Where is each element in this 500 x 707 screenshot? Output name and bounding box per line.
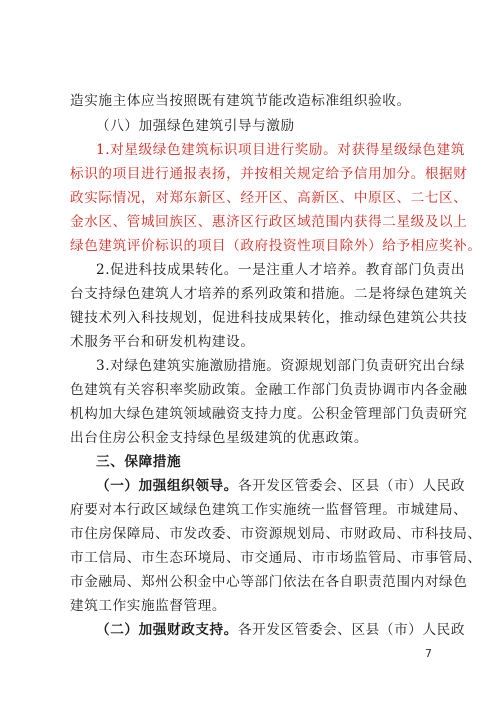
text-line-red: 1.对星级绿色建筑标识项目进行奖励。对获得星级绿色建筑 <box>96 142 466 158</box>
text-line: 机构加大绿色建筑领域融资支持力度。公积金管理部门负责研究 <box>70 406 468 422</box>
text-line: 术服务平台和研发机构建设。 <box>70 334 255 350</box>
lead-rest-text: 各开发区管委会、区县（市）人民政 <box>237 622 466 638</box>
text-line-red: 绿色建筑评价标识的项目（政府投资性项目除外）给予相应奖补。 <box>70 238 482 254</box>
subheading-8: （八）加强绿色建筑引导与激励 <box>96 118 295 134</box>
text-line: 府要对本行政区域绿色建筑工作实施统一监督管理。市城建局、 <box>70 502 468 518</box>
text-line: 造实施主体应当按照既有建筑节能改造标准组织验收。 <box>70 93 411 109</box>
text-line-red: 标识的项目进行通报表扬，并按相关规定给予信用加分。根据财 <box>70 166 468 182</box>
section-heading: 三、保障措施 <box>96 454 182 470</box>
text-line: 台支持绿色建筑人才培养的系列政策和措施。二是将绿色建筑关 <box>70 286 468 302</box>
text-line: 建筑工作实施监督管理。 <box>70 598 227 614</box>
text-line: 市住房保障局、市发改委、市资源规划局、市财政局、市科技局、 <box>70 526 482 542</box>
page-number: 7 <box>425 647 432 660</box>
text-line-red: 金水区、管城回族区、惠济区行政区域范围内获得二星级及以上 <box>70 214 468 230</box>
text-line: 色建筑有关容积率奖励政策。金融工作部门负责协调市内各金融 <box>70 382 468 398</box>
paragraph-lead <box>96 621 466 640</box>
lead-bold-text: （二）加强财政支持。 <box>96 622 238 638</box>
text-line: 市金融局、郑州公积金中心等部门依法在各自职责范围内对绿色 <box>70 574 468 590</box>
text-line: 出台住房公积金支持绿色星级建筑的优惠政策。 <box>70 430 369 446</box>
text-line-red: 政实际情况，对郑东新区、经开区、高新区、中原区、二七区、 <box>70 190 468 206</box>
paragraph-lead <box>96 477 466 496</box>
text-line: 键技术列入科技规划，促进科技成果转化，推动绿色建筑公共技 <box>70 310 468 326</box>
text-line: 3.对绿色建筑实施激励措施。资源规划部门负责研究出台绿 <box>96 358 466 374</box>
text-line: 2.促进科技成果转化。一是注重人才培养。教育部门负责出 <box>96 262 466 278</box>
text-line: 市工信局、市生态环境局、市交通局、市市场监管局、市事管局、 <box>70 550 482 566</box>
lead-bold-text: （一）加强组织领导。 <box>96 478 238 494</box>
lead-rest-text: 各开发区管委会、区县（市）人民政 <box>237 478 466 494</box>
